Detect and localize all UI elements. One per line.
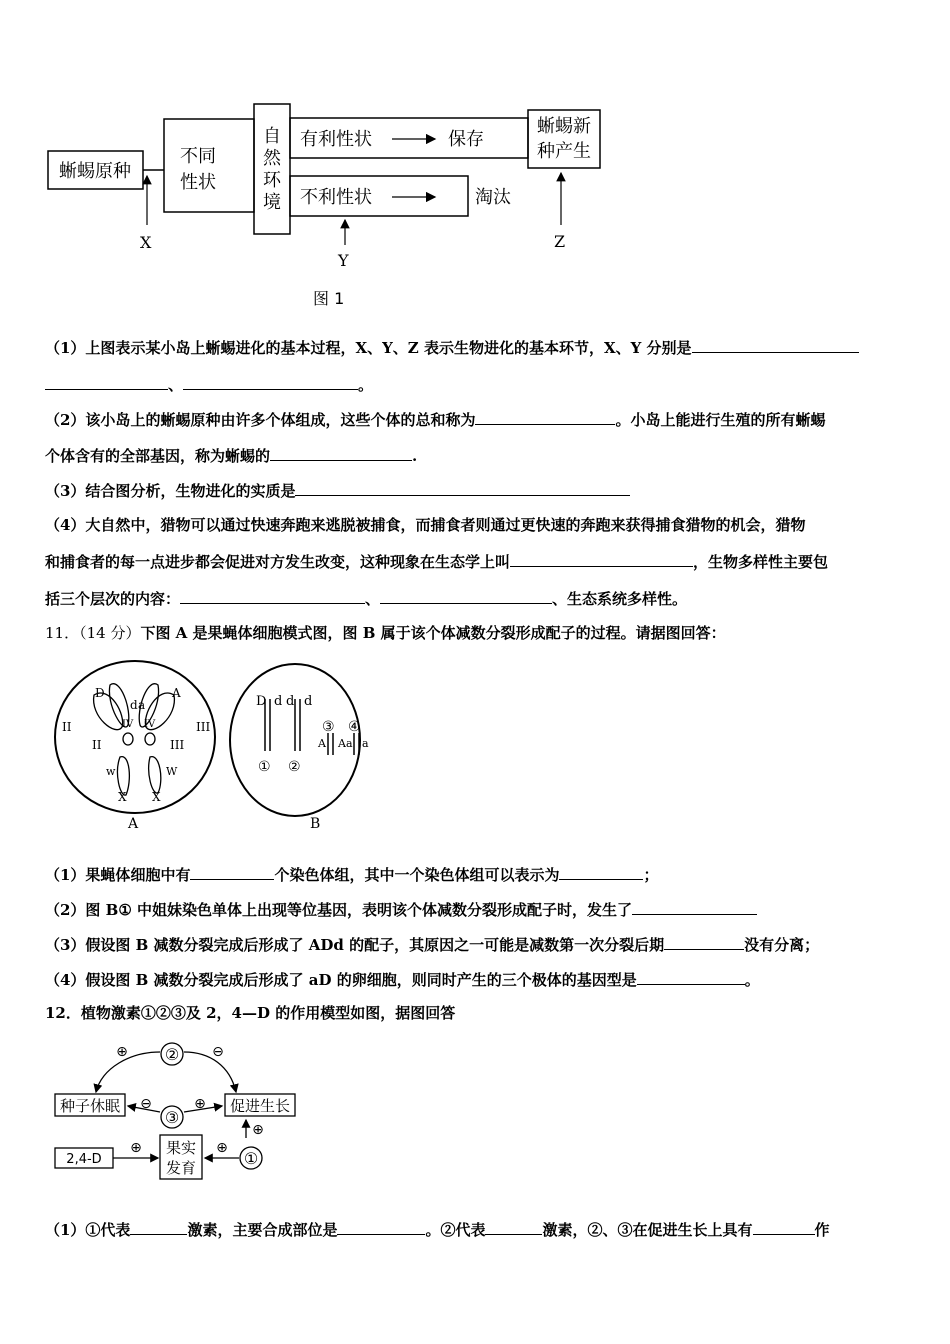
figa-gene-a: a bbox=[138, 698, 146, 712]
plus-sign-3: ⊕ bbox=[130, 1140, 142, 1156]
separator: 、 bbox=[168, 376, 184, 394]
label-x: X bbox=[140, 233, 152, 252]
q12-part1 bbox=[45, 1219, 830, 1240]
q10-part2-line1 bbox=[45, 409, 825, 430]
semicolon: ； bbox=[643, 866, 659, 884]
figa-gene-d: d bbox=[130, 698, 138, 712]
figb-chrom-4: ④ bbox=[348, 719, 361, 735]
answer-blank[interactable] bbox=[180, 588, 365, 604]
favorable-label: 有利性状 bbox=[300, 129, 372, 150]
answer-blank[interactable] bbox=[270, 445, 412, 461]
figb-gene-a-1: a bbox=[346, 737, 353, 750]
answer-blank[interactable] bbox=[130, 1219, 187, 1235]
environment-char-3: 环 bbox=[263, 170, 281, 191]
original-species-label: 蜥蜴原种 bbox=[59, 161, 131, 182]
plus-sign-4: ⊕ bbox=[216, 1140, 228, 1156]
period: . bbox=[412, 447, 418, 465]
environment-char-4: 境 bbox=[263, 192, 281, 213]
environment-char-1: 自 bbox=[263, 126, 281, 147]
answer-blank[interactable] bbox=[510, 551, 693, 567]
figa-chrom-X-right: X bbox=[152, 790, 161, 804]
q11-title-text: 下图 A 是果蝇体细胞模式图，图 B 属于该个体减数分裂形成配子的过程。请据图回答： bbox=[140, 624, 726, 642]
answer-blank[interactable] bbox=[664, 934, 744, 950]
q11-number: 11．（14 分） bbox=[45, 624, 141, 642]
answer-blank[interactable] bbox=[295, 480, 630, 496]
figb-gene-A-2: A bbox=[338, 737, 346, 750]
d24-label: 2,4-D bbox=[66, 1152, 102, 1167]
q10-part4-line1 bbox=[45, 515, 805, 535]
label-y: Y bbox=[338, 251, 349, 270]
q11-p3-text: （3）假设图 B 减数分裂完成后形成了 ADd 的配子，其原因之一可能是减数第一次分裂后期 bbox=[45, 936, 665, 954]
figb-gene-d-1: d bbox=[274, 694, 283, 709]
promote-growth-label: 促进生长 bbox=[229, 1097, 291, 1115]
answer-blank[interactable] bbox=[337, 1219, 425, 1235]
figa-label: A bbox=[128, 816, 139, 832]
new-species-line1: 蜥蜴新 bbox=[537, 116, 591, 137]
q12-p1-text-b: 激素，主要合成部位是 bbox=[187, 1221, 338, 1239]
period: 。 bbox=[744, 971, 760, 989]
q11-p4-text: （4）假设图 B 减数分裂完成后形成了 aD 的卵细胞，则同时产生的三个极体的基因型是 bbox=[45, 971, 637, 989]
label-z: Z bbox=[554, 232, 566, 251]
q10-p4c-end: 、生态系统多样性。 bbox=[552, 590, 688, 608]
q12-title-text: 12．植物激素①②③及 2，4—D 的作用模型如图，据图回答 bbox=[45, 1004, 456, 1022]
preserve-label: 保存 bbox=[448, 129, 484, 150]
fruit-label-2: 发育 bbox=[165, 1159, 197, 1177]
different-traits-line2: 性状 bbox=[180, 172, 216, 193]
figb-label: B bbox=[310, 816, 321, 832]
figb-gene-a-2: a bbox=[362, 737, 369, 750]
answer-blank[interactable] bbox=[190, 864, 274, 880]
q10-part2-line2 bbox=[45, 445, 417, 466]
figure-q12 bbox=[50, 1038, 310, 1183]
figb-gene-d-2: d bbox=[286, 694, 295, 709]
figure-q11 bbox=[50, 655, 369, 840]
q10-p4-text: （4）大自然中，猎物可以通过快速奔跑来逃脱被捕食，而捕食者则通过更快速的奔跑来获得捕食猎物的机会，猎物 bbox=[45, 516, 806, 534]
q11-part2 bbox=[45, 899, 757, 920]
q10-part3 bbox=[45, 480, 630, 501]
figa-gene-D: D bbox=[95, 686, 105, 700]
q11-p3-text-b: 没有分离； bbox=[744, 936, 820, 954]
plus-sign-1: ⊕ bbox=[116, 1044, 128, 1060]
fruit-label-1: 果实 bbox=[165, 1139, 197, 1157]
figa-chrom-III-right: III bbox=[196, 720, 211, 734]
minus-sign-2: ⊖ bbox=[140, 1096, 152, 1112]
q10-part1-line1 bbox=[45, 337, 859, 358]
plus-sign-5: ⊕ bbox=[252, 1122, 264, 1138]
period: 。 bbox=[358, 376, 374, 394]
unfavorable-label: 不利性状 bbox=[300, 187, 372, 208]
hormone-1: ① bbox=[243, 1149, 259, 1168]
figa-chrom-II-inner: II bbox=[92, 738, 102, 752]
answer-blank[interactable] bbox=[183, 374, 358, 390]
q11-part1 bbox=[45, 864, 658, 885]
figa-chrom-X-left: X bbox=[118, 790, 127, 804]
q10-p2-text-end: 。小岛上能进行生殖的所有蜥蜴 bbox=[615, 411, 826, 429]
figa-chrom-IV-left: IV bbox=[122, 719, 134, 730]
eliminate-label: 淘汰 bbox=[475, 187, 511, 208]
q10-p1-text: （1）上图表示某小岛上蜥蜴进化的基本过程，X、Y、Z 表示生物进化的基本环节，X、Y 分别是 bbox=[45, 339, 692, 357]
answer-blank[interactable] bbox=[45, 374, 168, 390]
q11-part3 bbox=[45, 934, 819, 955]
separator: 、 bbox=[365, 590, 381, 608]
answer-blank[interactable] bbox=[380, 588, 552, 604]
answer-blank[interactable] bbox=[485, 1219, 542, 1235]
answer-blank[interactable] bbox=[637, 969, 745, 985]
different-traits-line1: 不同 bbox=[180, 146, 216, 167]
q11-p2-text: （2）图 B① 中姐妹染色单体上出现等位基因，表明该个体减数分裂形成配子时，发生了 bbox=[45, 901, 633, 919]
q12-title bbox=[45, 1003, 455, 1023]
figa-chrom-III-inner: III bbox=[170, 738, 185, 752]
new-species-line2: 种产生 bbox=[537, 141, 591, 162]
answer-blank[interactable] bbox=[753, 1219, 815, 1235]
q11-p1-text-b: 个染色体组，其中一个染色体组可以表示为 bbox=[274, 866, 560, 884]
q12-p1-text: （1）①代表 bbox=[45, 1221, 131, 1239]
q10-p3-text: （3）结合图分析，生物进化的实质是 bbox=[45, 482, 296, 500]
q10-p4c-text: 括三个层次的内容： bbox=[45, 590, 181, 608]
figb-gene-A-1: A bbox=[318, 737, 326, 750]
q10-part4-line2 bbox=[45, 551, 828, 572]
answer-blank[interactable] bbox=[559, 864, 643, 880]
hormone-3: ③ bbox=[164, 1108, 180, 1127]
q10-part4-line3 bbox=[45, 588, 687, 609]
q10-p4b-end: ，生物多样性主要包 bbox=[693, 553, 829, 571]
cell-a bbox=[55, 661, 215, 813]
q12-p1-text-c: 。②代表 bbox=[425, 1221, 486, 1239]
hormone-2: ② bbox=[164, 1045, 180, 1064]
answer-blank[interactable] bbox=[475, 409, 615, 425]
environment-char-2: 然 bbox=[263, 148, 281, 169]
q11-part4 bbox=[45, 969, 760, 990]
answer-blank[interactable] bbox=[692, 337, 859, 353]
figure-1-caption: 图 1 bbox=[313, 289, 345, 308]
q12-p1-text-d: 激素，②、③在促进生长上具有 bbox=[542, 1221, 753, 1239]
figb-chrom-2: ② bbox=[288, 759, 301, 775]
figa-chrom-II-left: II bbox=[62, 720, 72, 734]
figb-gene-d-3: d bbox=[304, 694, 313, 709]
answer-blank[interactable] bbox=[632, 899, 757, 915]
figure-1 bbox=[40, 100, 660, 315]
figb-chrom-1: ① bbox=[258, 759, 271, 775]
q10-part1-line2 bbox=[45, 374, 373, 395]
q10-p4b-text: 和捕食者的每一点进步都会促进对方发生改变，这种现象在生态学上叫 bbox=[45, 553, 511, 571]
figa-gene-w: w bbox=[106, 765, 116, 778]
q10-p2-text: （2）该小岛上的蜥蜴原种由许多个体组成，这些个体的总和称为 bbox=[45, 411, 476, 429]
figa-gene-A: A bbox=[172, 686, 181, 700]
environment-box bbox=[254, 104, 290, 234]
q10-p2b-text: 个体含有的全部基因，称为蜥蜴的 bbox=[45, 447, 271, 465]
figa-chrom-IV-right: IV bbox=[144, 719, 156, 730]
q11-p1-text: （1）果蝇体细胞中有 bbox=[45, 866, 191, 884]
q11-title bbox=[45, 623, 726, 643]
plus-sign-2: ⊕ bbox=[194, 1096, 206, 1112]
minus-sign-1: ⊖ bbox=[212, 1044, 224, 1060]
figb-chrom-3: ③ bbox=[322, 719, 335, 735]
figb-gene-D: D bbox=[256, 694, 267, 709]
figa-gene-W: W bbox=[166, 765, 178, 778]
q12-p1-text-e: 作 bbox=[814, 1221, 830, 1239]
seed-dormancy-label: 种子休眠 bbox=[59, 1097, 121, 1115]
